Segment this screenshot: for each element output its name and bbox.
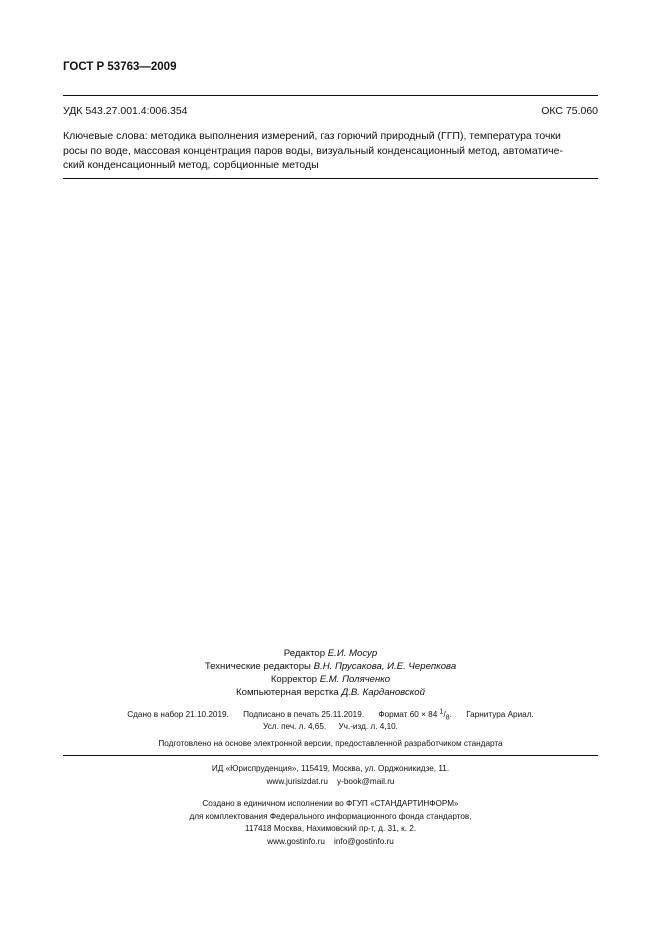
fund-block bbox=[63, 798, 598, 848]
fund-line-1: Создано в единичном исполнении во ФГУП «СТАНДАРТИНФОРМ» bbox=[202, 799, 459, 808]
editor-label: Редактор bbox=[283, 648, 326, 659]
keywords-divider bbox=[63, 178, 598, 179]
editor-name: Е.И. Мосур bbox=[327, 648, 378, 659]
keywords-paragraph bbox=[63, 129, 598, 173]
keywords-line: росы по воде, массовая концентрация паров воды, визуальный конденсационный метод, автоматиче- bbox=[63, 144, 563, 157]
proofreader-label: Корректор bbox=[270, 674, 318, 685]
fund-contacts: www.gostinfo.ru info@gostinfo.ru bbox=[267, 836, 394, 846]
classification-row bbox=[63, 105, 598, 117]
layout-credit bbox=[63, 686, 598, 699]
publication-dates-row bbox=[63, 708, 598, 721]
standard-code-header: ГОСТ Р 53763—2009 bbox=[63, 61, 177, 73]
publisher-address: ИД «Юриспруденция», 115419, Москва, ул. Орджоникидзе, 11. bbox=[211, 764, 450, 773]
proofreader-credit bbox=[63, 673, 598, 686]
sheets-row bbox=[63, 722, 598, 731]
layout-label: Компьютерная верстка bbox=[236, 687, 339, 698]
submitted-date: Сдано в набор 21.10.2019. bbox=[127, 709, 229, 719]
fund-line-3: 117418 Москва, Нахимовский пр-т, д. 31, к. 2. bbox=[244, 824, 417, 833]
imprint-divider bbox=[63, 755, 598, 756]
tech-editors-label: Технические редакторы bbox=[204, 661, 311, 672]
paper-format: Формат 60 × 84 $^1/_8$. bbox=[378, 708, 452, 722]
proofreader-name: Е.М. Поляченко bbox=[319, 674, 391, 685]
publisher-sheets: Уч.-изд. л. 4,10. bbox=[338, 722, 398, 731]
typeface: Гарнитура Ариал. bbox=[466, 709, 534, 719]
udc-code: УДК 543.27.001.4:006.354 bbox=[63, 105, 188, 117]
keywords-line: Ключевые слова: методика выполнения измерений, газ горючий природный (ГГП), температура точки bbox=[63, 130, 561, 142]
tech-editors-names: В.Н. Прусакова, И.Е. Черепкова bbox=[313, 661, 457, 672]
format-denominator: 8 bbox=[445, 714, 450, 722]
top-divider bbox=[63, 95, 598, 96]
format-numerator: 1 bbox=[439, 708, 444, 715]
editor-credit bbox=[63, 647, 598, 660]
layout-name: Д.В. Кардановской bbox=[341, 687, 425, 698]
prepared-note: Подготовлено на основе электронной версии, предоставленной разработчиком стандарта bbox=[158, 739, 503, 748]
signed-date: Подписано в печать 25.11.2019. bbox=[243, 709, 365, 719]
keywords-line: ский конденсационный метод, сорбционные методы bbox=[63, 159, 319, 171]
tech-editors-credit bbox=[63, 660, 598, 673]
publisher-block bbox=[63, 763, 598, 788]
print-sheets: Усл. печ. л. 4,65. bbox=[263, 722, 327, 731]
oks-code: ОКС 75.060 bbox=[541, 105, 598, 117]
fund-line-2: для комплектования Федерального информационного фонда стандартов, bbox=[189, 811, 472, 821]
publisher-contacts: www.jurisizdat.ru y-book@mail.ru bbox=[266, 776, 395, 786]
